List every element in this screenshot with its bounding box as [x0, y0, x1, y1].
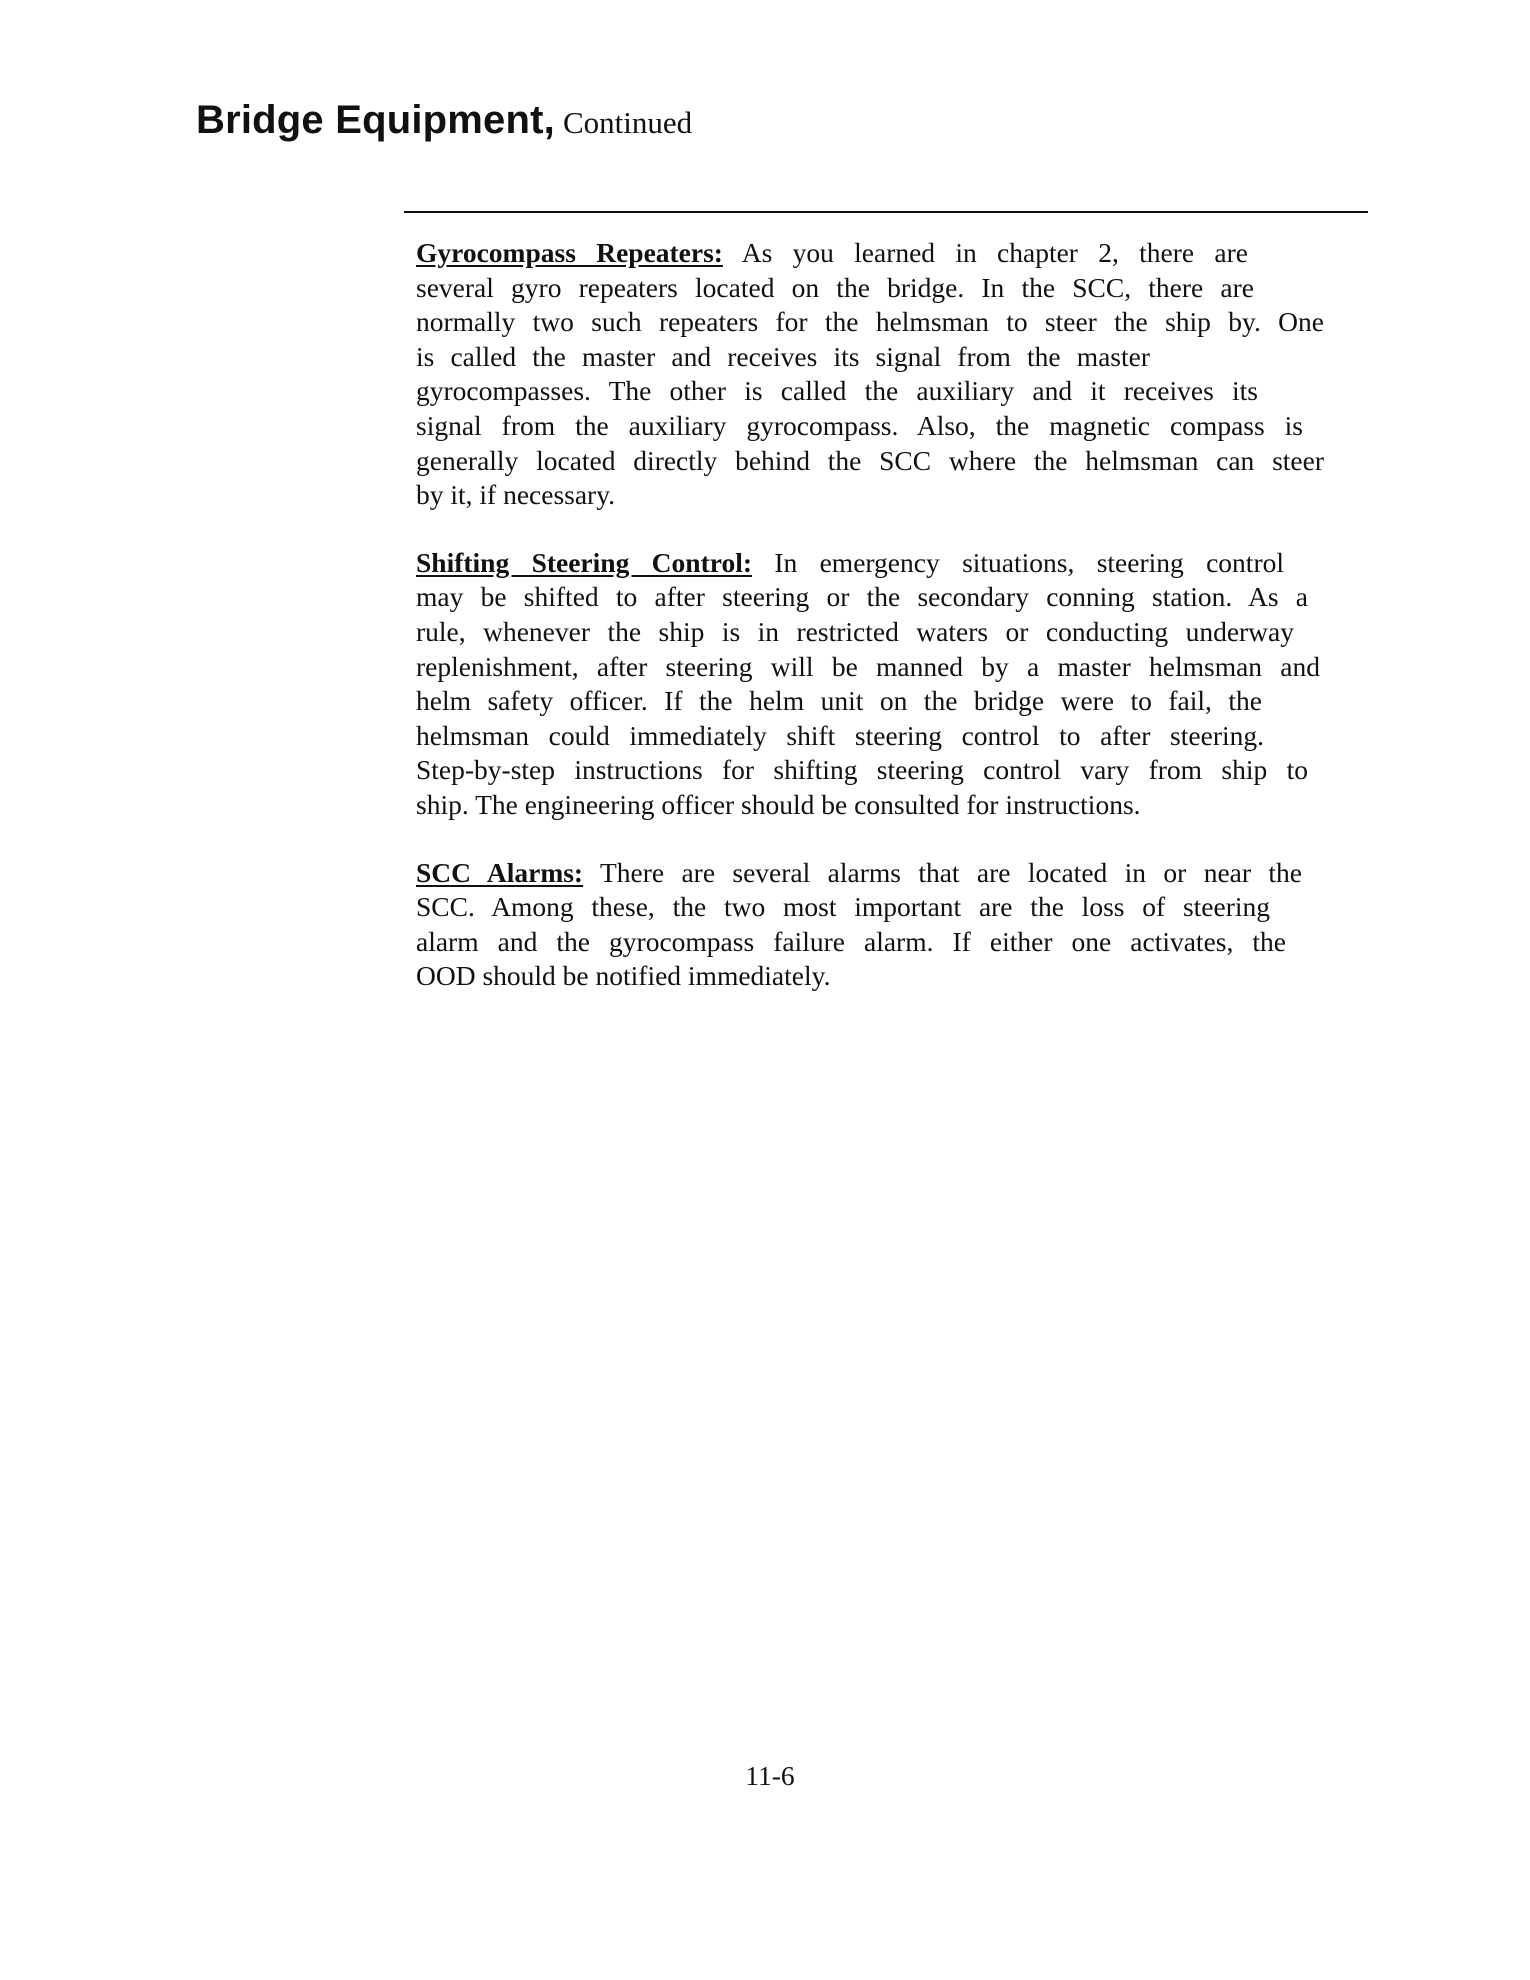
- paragraph-line: is called the master and receives its signal from the master: [416, 340, 1150, 372]
- paragraph-shifting-steering-control: [416, 546, 1336, 823]
- paragraph-line: Gyrocompass Repeaters: As you learned in chapter 2, there are: [416, 237, 1248, 268]
- paragraph-line: SCC Alarms: There are several alarms that are located in or near the: [416, 856, 1302, 888]
- paragraph-line: generally located directly behind the SCC where the helmsman can steer: [416, 444, 1324, 476]
- page-number: 11-6: [745, 1760, 795, 1791]
- page-title-continued: Continued: [562, 105, 693, 140]
- body-text: [416, 236, 1336, 1027]
- paragraph-heading: Shifting Steering Control:: [416, 546, 752, 578]
- paragraph-line: signal from the auxiliary gyrocompass. Also, the magnetic compass is: [416, 409, 1303, 441]
- paragraph-line: replenishment, after steering will be manned by a master helmsman and: [416, 650, 1320, 682]
- page-header: [196, 98, 692, 143]
- paragraph-line: several gyro repeaters located on the bridge. In the SCC, there are: [416, 271, 1254, 303]
- paragraph-line: gyrocompasses. The other is called the auxiliary and it receives its: [416, 375, 1258, 407]
- page-title: Bridge Equipment,: [196, 98, 555, 142]
- paragraph-line: helmsman could immediately shift steering control to after steering.: [416, 719, 1264, 751]
- paragraph-scc-alarms: [416, 856, 1336, 994]
- paragraph-line: by it, if necessary.: [416, 479, 616, 511]
- section-divider: [404, 211, 1368, 213]
- paragraph-line: helm safety officer. If the helm unit on the bridge were to fail, the: [416, 685, 1262, 717]
- paragraph-heading: SCC Alarms:: [416, 856, 584, 888]
- paragraph-line: Shifting Steering Control: In emergency situations, steering control: [416, 546, 1284, 578]
- paragraph-heading: Gyrocompass Repeaters:: [416, 237, 723, 268]
- paragraph-line: SCC. Among these, the two most important are the loss of steering: [416, 891, 1270, 923]
- paragraph-line: normally two such repeaters for the helmsman to steer the ship by. One: [416, 306, 1324, 338]
- paragraph-line: OOD should be notified immediately.: [416, 960, 831, 992]
- paragraph-line: rule, whenever the ship is in restricted waters or conducting underway: [416, 615, 1294, 647]
- paragraph-line: Step-by-step instructions for shifting steering control vary from ship to: [416, 754, 1308, 786]
- paragraph-line: ship. The engineering officer should be consulted for instructions.: [416, 788, 1141, 820]
- paragraph-line: may be shifted to after steering or the secondary conning station. As a: [416, 581, 1308, 613]
- paragraph-gyrocompass-repeaters: [416, 236, 1336, 513]
- paragraph-line: alarm and the gyrocompass failure alarm. If either one activates, the: [416, 925, 1286, 957]
